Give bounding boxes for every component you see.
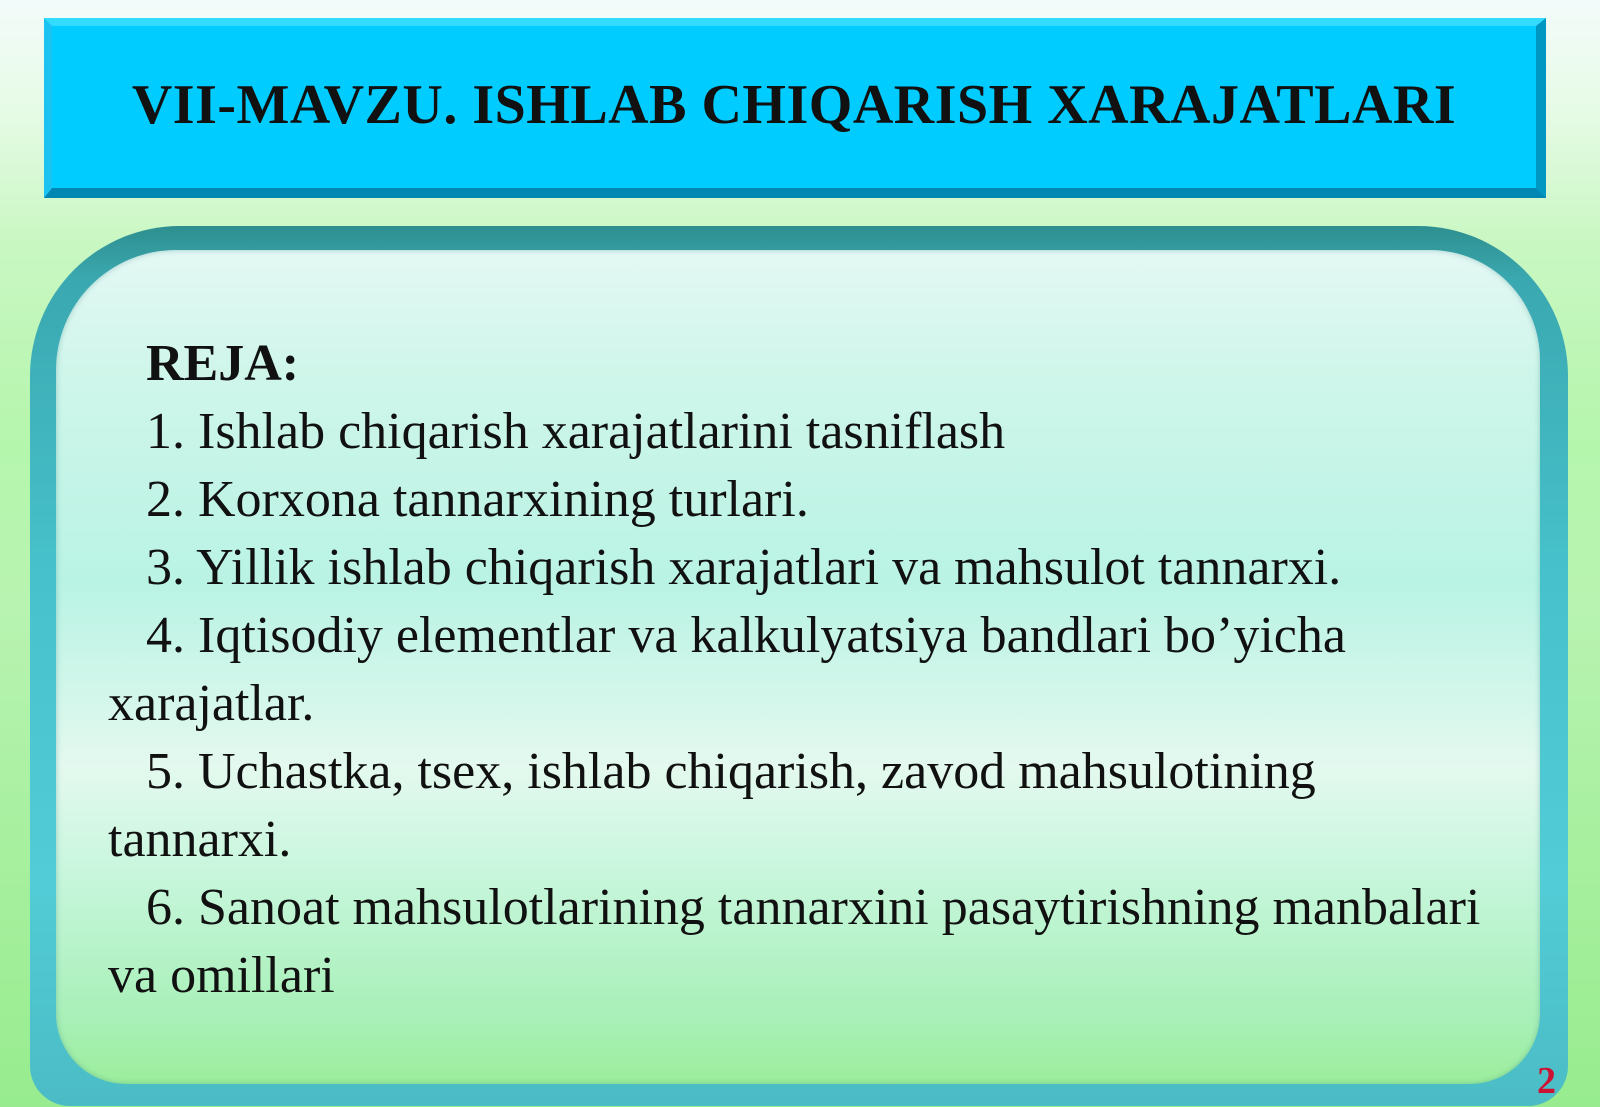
plan-item-3: 3. Yillik ishlab chiqarish xarajatlari va mahsulot tannarxi. (146, 539, 1342, 596)
plan-list (108, 330, 1508, 1010)
plan-item-6: 6. Sanoat mahsulotlarining tannarxini pasaytirishning manbalari va omillari (108, 879, 1481, 1004)
plan-item-4: 4. Iqtisodiy elementlar va kalkulyatsiya bandlari bo’yicha xarajatlar. (108, 607, 1346, 732)
plan-item-1: 1. Ishlab chiqarish xarajatlarini tasniflash (146, 403, 1006, 460)
slide-title-bar (44, 18, 1546, 198)
page-number: 2 (1537, 1060, 1556, 1102)
slide-title: VII-MAVZU. ISHLAB CHIQARISH XARAJATLARI (131, 74, 1457, 136)
plan-heading: REJA: (146, 335, 300, 392)
plan-item-2: 2. Korxona tannarxining turlari. (146, 471, 809, 528)
plan-item-5: 5. Uchastka, tsex, ishlab chiqarish, zavod mahsulotining tannarxi. (108, 743, 1316, 868)
